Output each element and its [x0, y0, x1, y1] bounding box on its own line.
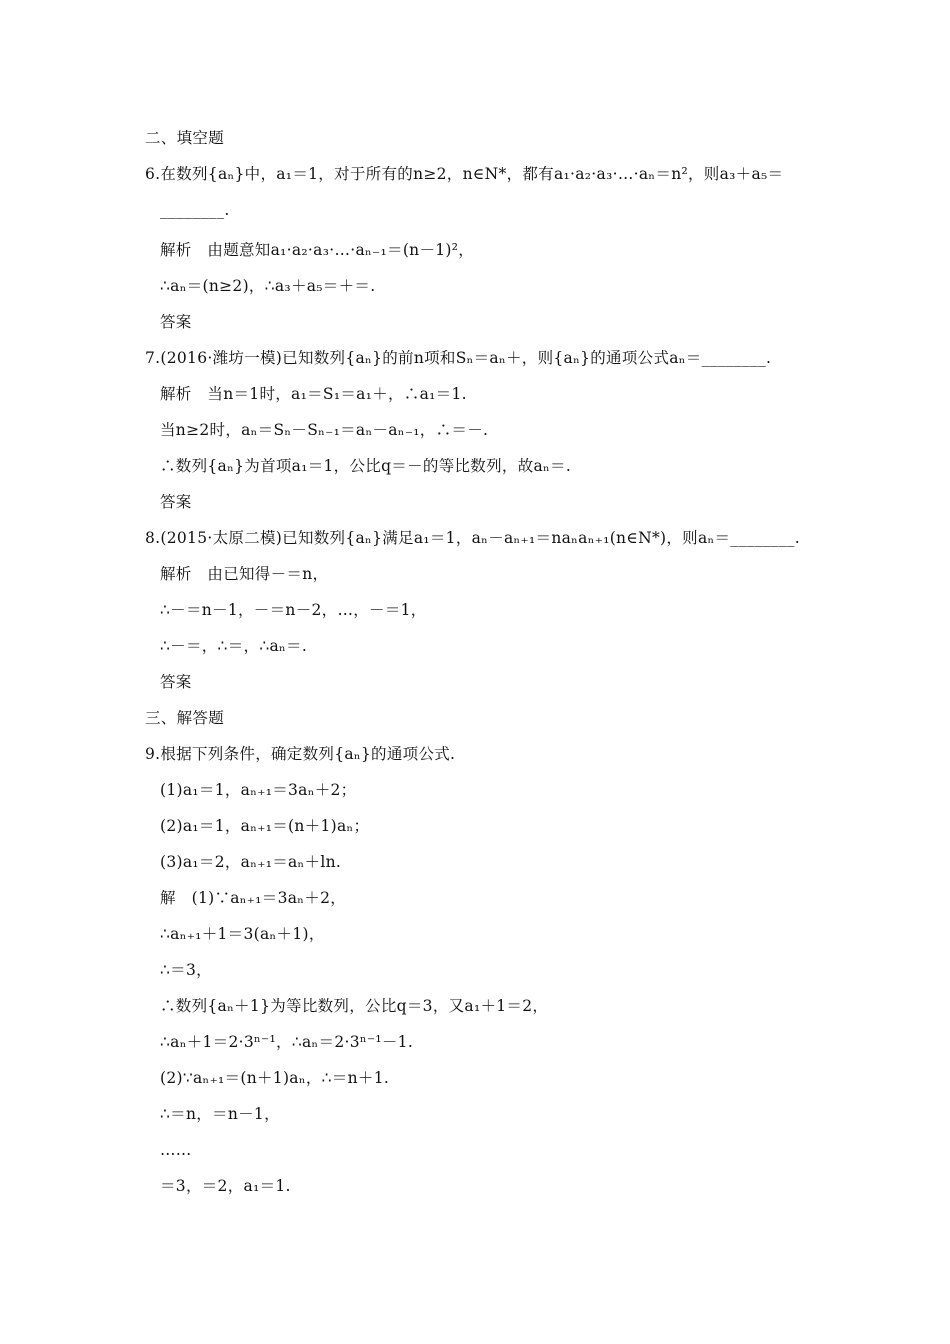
problem-7-statement: 7.(2016·潍坊一模)已知数列{aₙ}的前n项和Sₙ＝aₙ＋，则{aₙ}的通项公式aₙ＝________.	[145, 349, 772, 367]
solution-line: ∴aₙ₊₁＋1＝3(aₙ＋1)，	[160, 925, 325, 943]
problem-7-analysis: 解析 当n＝1时，a₁＝S₁＝a₁＋，∴a₁＝1.	[160, 385, 467, 403]
solution-line: (2)∵aₙ₊₁＝(n＋1)aₙ，∴＝n＋1.	[160, 1069, 390, 1087]
solution-line: ＝3，＝2，a₁＝1.	[160, 1177, 291, 1195]
problem-7-answer-label: 答案	[160, 493, 192, 511]
problem-9-part-1: (1)a₁＝1，aₙ₊₁＝3aₙ＋2；	[160, 781, 357, 799]
problem-6-statement: 6.在数列{aₙ}中，a₁＝1，对于所有的n≥2，n∈N*，都有a₁·a₂·a₃·…·aₙ＝n²，则a₃＋a₅＝	[145, 165, 784, 183]
problem-8-answer-label: 答案	[160, 673, 192, 691]
solution-line: ∴数列{aₙ＋1}为等比数列，公比q＝3，又a₁＋1＝2，	[160, 997, 549, 1015]
problem-6-analysis-step: ∴aₙ＝(n≥2)，∴a₃＋a₅＝＋＝.	[160, 277, 376, 295]
solution-line: ∴＝3，	[160, 961, 212, 979]
problem-9-part-3: (3)a₁＝2，aₙ₊₁＝aₙ＋ln.	[160, 853, 342, 871]
problem-8-statement: 8.(2015·太原二模)已知数列{aₙ}满足a₁＝1，aₙ－aₙ₊₁＝naₙaₙ₊₁(n∈N*)，则aₙ＝________.	[145, 529, 800, 547]
problem-6-analysis: 解析 由题意知a₁·a₂·a₃·…·aₙ₋₁＝(n－1)²，	[160, 241, 475, 259]
problem-6-answer-label: 答案	[160, 313, 192, 331]
solution-line: ∴aₙ＋1＝2·3ⁿ⁻¹，∴aₙ＝2·3ⁿ⁻¹－1.	[160, 1033, 414, 1051]
problem-8-analysis: 解析 由已知得－＝n，	[160, 565, 329, 583]
section-heading-solution: 三、解答题	[145, 709, 225, 727]
section-heading-fill-in: 二、填空题	[145, 129, 225, 147]
problem-7-analysis-step: 当n≥2时，aₙ＝Sₙ－Sₙ₋₁＝aₙ－aₙ₋₁，∴＝－.	[160, 421, 489, 439]
problem-8-analysis-step: ∴－＝n－1，－＝n－2，…，－＝1，	[160, 601, 427, 619]
problem-7-analysis-conclusion: ∴数列{aₙ}为首项a₁＝1，公比q＝－的等比数列，故aₙ＝.	[160, 457, 572, 475]
problem-9-part-2: (2)a₁＝1，aₙ₊₁＝(n＋1)aₙ；	[160, 817, 370, 835]
problem-6-blank: ________.	[160, 201, 230, 219]
problem-8-analysis-conclusion: ∴－＝，∴＝，∴aₙ＝.	[160, 637, 308, 655]
solution-ellipsis: ……	[160, 1141, 192, 1159]
problem-9-statement: 9.根据下列条件，确定数列{aₙ}的通项公式.	[145, 745, 456, 763]
solution-line: ∴＝n，＝n－1，	[160, 1105, 280, 1123]
solution-line: 解 (1)∵aₙ₊₁＝3aₙ＋2，	[160, 889, 347, 907]
